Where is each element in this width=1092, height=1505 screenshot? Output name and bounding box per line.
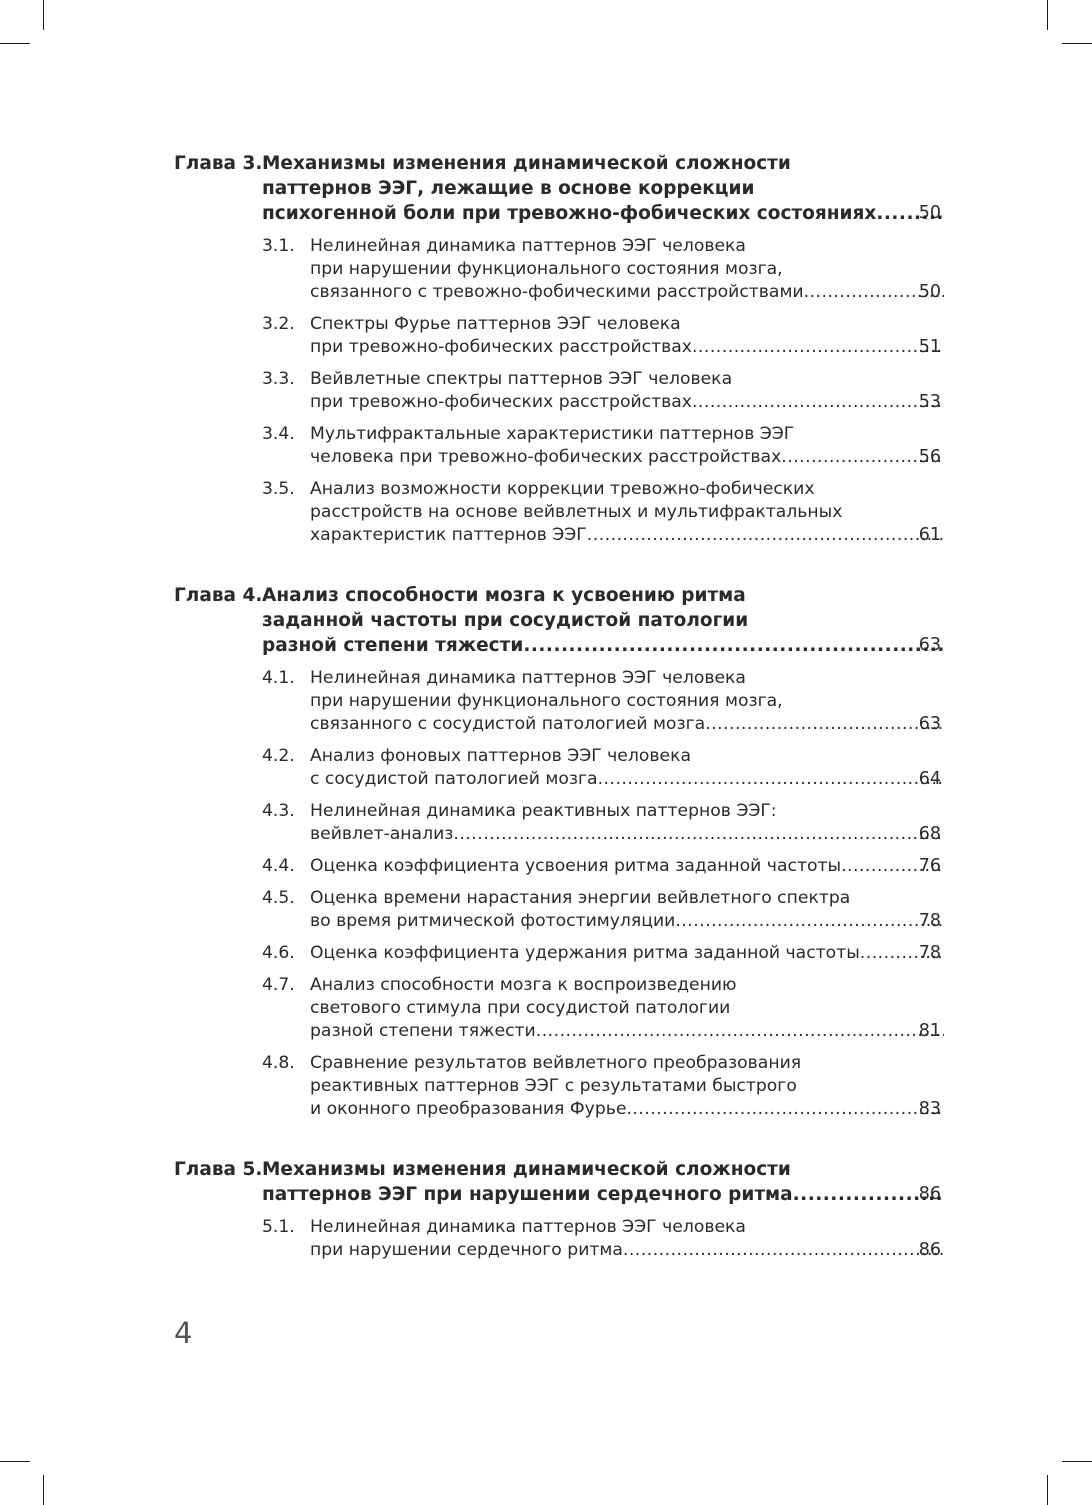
- section-title-line: и оконного преобразования Фурье: [310, 1099, 627, 1119]
- toc-section-entry[interactable]: [174, 423, 944, 469]
- crop-mark: [1047, 0, 1048, 30]
- dot-leader: [598, 768, 944, 791]
- section-page-number: 64: [918, 769, 941, 789]
- section-title-line: при нарушении функционального состояния мозга,: [310, 259, 783, 279]
- section-page-number: 63: [918, 714, 941, 734]
- toc-section-entry[interactable]: [174, 313, 944, 359]
- section-title-line: при нарушении сердечного ритма: [310, 1240, 623, 1260]
- section-title-line: Нелинейная динамика паттернов ЭЭГ человека: [310, 668, 746, 688]
- crop-mark: [1047, 1475, 1048, 1505]
- toc-section-entry[interactable]: [174, 745, 944, 791]
- chapter-heading[interactable]: [174, 151, 944, 226]
- section-page-number: 50: [918, 282, 941, 302]
- section-number: 3.2.: [262, 314, 295, 334]
- chapter-label: Глава 3.: [174, 153, 263, 174]
- section-number: 4.3.: [262, 801, 295, 821]
- section-number: 4.8.: [262, 1053, 295, 1073]
- toc-section-entry[interactable]: [174, 1216, 944, 1262]
- toc-section-entry[interactable]: [174, 800, 944, 846]
- crop-mark: [43, 0, 44, 30]
- section-title-line: связанного с тревожно-фобическими расстройствами: [310, 282, 804, 302]
- toc-section-entry[interactable]: [174, 478, 944, 547]
- section-page-number: 78: [918, 911, 941, 931]
- chapter-title-line: Механизмы изменения динамической сложности: [262, 153, 791, 174]
- section-title-line: характеристик паттернов ЭЭГ: [310, 525, 587, 545]
- chapter-label: Глава 5.: [174, 1159, 263, 1180]
- crop-mark: [0, 43, 30, 44]
- section-title-line: Нелинейная динамика паттернов ЭЭГ человека: [310, 236, 746, 256]
- dot-leader: [536, 1020, 944, 1043]
- section-number: 5.1.: [262, 1217, 295, 1237]
- toc-chapter: [174, 1157, 944, 1262]
- section-title-line: расстройств на основе вейвлетных и мультифрактальных: [310, 502, 843, 522]
- section-title-line: Мультифрактальные характеристики паттернов ЭЭГ: [310, 424, 795, 444]
- chapter-title-line: заданной частоты при сосудистой патологии: [262, 610, 749, 631]
- toc-section-entry[interactable]: [174, 235, 944, 304]
- section-page-number: 56: [918, 447, 941, 467]
- section-title-line: связанного с сосудистой патологией мозга: [310, 714, 706, 734]
- toc-section-entry[interactable]: [174, 1052, 944, 1121]
- chapter-title-line: психогенной боли при тревожно-фобических состояниях: [262, 203, 877, 224]
- crop-mark: [43, 1475, 44, 1505]
- crop-mark: [0, 1461, 30, 1462]
- section-title-line: светового стимула при сосудистой патологии: [310, 998, 731, 1018]
- chapter-title-line: паттернов ЭЭГ, лежащие в основе коррекции: [262, 178, 755, 199]
- toc-chapter: [174, 151, 944, 547]
- chapter-title-line: разной степени тяжести: [262, 635, 524, 656]
- section-number: 3.4.: [262, 424, 295, 444]
- section-page-number: 81: [918, 1021, 941, 1041]
- toc-section-entry[interactable]: [174, 855, 944, 878]
- section-title-line: Оценка времени нарастания энергии вейвлетного спектра: [310, 888, 851, 908]
- toc-section-entry[interactable]: [174, 974, 944, 1043]
- section-title-line: Анализ возможности коррекции тревожно-фобических: [310, 479, 815, 499]
- section-number: 4.6.: [262, 943, 295, 963]
- section-title-line: во время ритмической фотостимуляции: [310, 911, 676, 931]
- dot-leader: [523, 633, 944, 658]
- section-title-line: при тревожно-фобических расстройствах: [310, 392, 692, 412]
- section-title-line: Оценка коэффициента удержания ритма заданной частоты: [310, 943, 860, 963]
- dot-leader: [692, 391, 944, 414]
- toc-section-entry[interactable]: [174, 368, 944, 414]
- table-of-contents: [174, 151, 944, 1298]
- section-title-line: при нарушении функционального состояния мозга,: [310, 691, 783, 711]
- chapter-page-number: 50: [918, 203, 941, 223]
- toc-section-entry[interactable]: [174, 667, 944, 736]
- section-title-line: с сосудистой патологией мозга: [310, 769, 598, 789]
- section-number: 4.4.: [262, 856, 295, 876]
- section-number: 3.5.: [262, 479, 295, 499]
- section-number: 4.2.: [262, 746, 295, 766]
- chapter-page-number: 63: [918, 635, 941, 655]
- section-page-number: 51: [918, 337, 941, 357]
- chapter-heading[interactable]: [174, 1157, 944, 1207]
- section-page-number: 86: [918, 1240, 941, 1260]
- section-title-line: Вейвлетные спектры паттернов ЭЭГ человека: [310, 369, 733, 389]
- section-title-line: Нелинейная динамика паттернов ЭЭГ человека: [310, 1217, 746, 1237]
- section-page-number: 78: [918, 943, 941, 963]
- section-number: 3.3.: [262, 369, 295, 389]
- section-page-number: 61: [918, 525, 941, 545]
- dot-leader: [587, 524, 944, 547]
- dot-leader: [675, 910, 944, 933]
- section-title-line: человека при тревожно-фобических расстройствах: [310, 447, 782, 467]
- chapter-label: Глава 4.: [174, 585, 263, 606]
- section-title-line: реактивных паттернов ЭЭГ с результатами быстрого: [310, 1076, 797, 1096]
- section-page-number: 68: [918, 824, 941, 844]
- section-number: 4.1.: [262, 668, 295, 688]
- toc-chapter: [174, 583, 944, 1121]
- section-title-line: Анализ способности мозга к воспроизведению: [310, 975, 737, 995]
- section-title-line: Сравнение результатов вейвлетного преобразования: [310, 1053, 802, 1073]
- toc-section-entry[interactable]: [174, 942, 944, 965]
- section-title-line: Нелинейная динамика реактивных паттернов ЭЭГ:: [310, 801, 777, 821]
- section-number: 3.1.: [262, 236, 295, 256]
- toc-section-entry[interactable]: [174, 887, 944, 933]
- section-title-line: Анализ фоновых паттернов ЭЭГ человека: [310, 746, 692, 766]
- section-page-number: 76: [918, 856, 941, 876]
- dot-leader: [626, 1098, 944, 1121]
- crop-mark: [1062, 1461, 1092, 1462]
- section-page-number: 83: [918, 1099, 941, 1119]
- section-title-line: разной степени тяжести: [310, 1021, 536, 1041]
- chapter-heading[interactable]: [174, 583, 944, 658]
- chapter-page-number: 86: [918, 1184, 941, 1204]
- section-title-line: вейвлет-анализ: [310, 824, 454, 844]
- dot-leader: [623, 1239, 944, 1262]
- section-number: 4.7.: [262, 975, 295, 995]
- section-title-line: при тревожно-фобических расстройствах: [310, 337, 692, 357]
- dot-leader: [453, 823, 944, 846]
- dot-leader: [692, 336, 944, 359]
- crop-mark: [1062, 43, 1092, 44]
- chapter-title-line: Механизмы изменения динамической сложности: [262, 1159, 791, 1180]
- chapter-title-line: Анализ способности мозга к усвоению ритма: [262, 585, 746, 606]
- section-page-number: 53: [918, 392, 941, 412]
- chapter-title-line: паттернов ЭЭГ при нарушении сердечного ритма: [262, 1184, 793, 1205]
- dot-leader: [705, 713, 944, 736]
- section-title-line: Спектры Фурье паттернов ЭЭГ человека: [310, 314, 681, 334]
- section-number: 4.5.: [262, 888, 295, 908]
- page-number: 4: [174, 1316, 193, 1350]
- section-title-line: Оценка коэффициента усвоения ритма заданной частоты: [310, 856, 842, 876]
